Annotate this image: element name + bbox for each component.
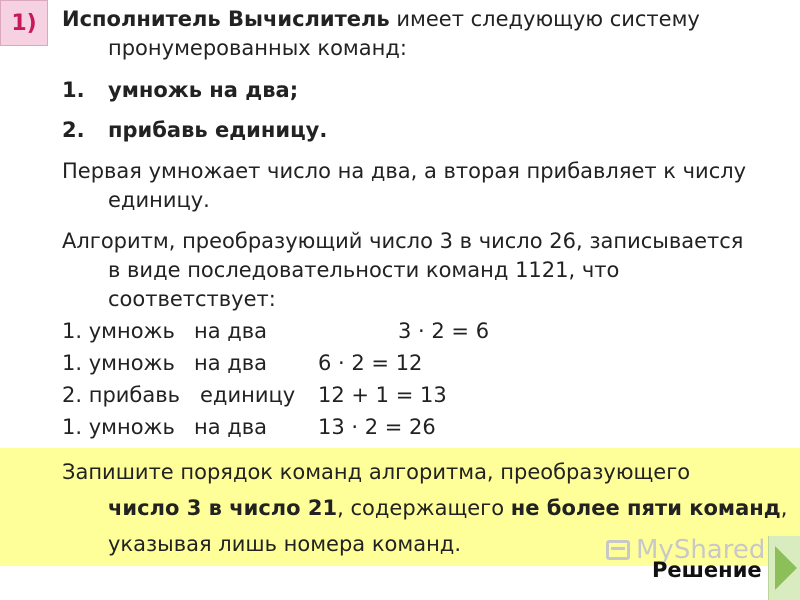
algorithm-line-3: соответствует: (108, 287, 276, 311)
slide-number: 1) (11, 10, 37, 36)
task-line-2 (108, 495, 787, 521)
task-middle: , содержащего (337, 496, 511, 520)
intro-line-1 (62, 6, 700, 32)
algorithm-line-1: Алгоритм, преобразующий число 3 в число 26, записывается (62, 229, 744, 253)
algorithm-line-2: в виде последовательности команд 1121, что (108, 258, 620, 282)
slide-number-badge (0, 0, 48, 46)
next-slide-button[interactable] (768, 536, 800, 600)
command-1-text: умножь на два; (108, 78, 299, 102)
intro-line-2: пронумерованных команд: (108, 36, 407, 60)
arrow-right-icon (769, 536, 800, 600)
task-line-3: указывая лишь номера команд. (108, 532, 462, 556)
executor-name: Исполнитель Вычислитель (62, 7, 390, 31)
command-1-number: 1. (62, 78, 85, 102)
step-2-command: 1. умножь (62, 351, 175, 375)
step-4-argument: на два (194, 415, 268, 439)
command-2-text: прибавь единицу. (108, 118, 328, 142)
task-comma: , (780, 496, 788, 520)
step-3-command: 2. прибавь (62, 383, 180, 407)
description-line-2: единицу. (108, 188, 210, 212)
step-3-argument: единицу (200, 383, 296, 407)
step-2-argument: на два (194, 351, 268, 375)
task-numbers: число 3 в число 21 (108, 496, 338, 520)
watermark-text: MyShared (636, 535, 766, 565)
intro-line-1-rest: имеет следующую систему (389, 7, 700, 31)
step-1-argument: на два (194, 319, 268, 343)
solution-button[interactable]: Решение (652, 558, 762, 582)
step-4-command: 1. умножь (62, 415, 175, 439)
step-1-calculation: 3 · 2 = 6 (398, 319, 490, 343)
command-2-number: 2. (62, 118, 85, 142)
step-3-calculation: 12 + 1 = 13 (318, 383, 447, 407)
description-line-1: Первая умножает число на два, а вторая прибавляет к числу (62, 159, 747, 183)
task-limit: не более пяти команд (510, 496, 781, 520)
myshared-logo-icon (606, 540, 630, 560)
step-2-calculation: 6 · 2 = 12 (318, 351, 423, 375)
step-1-command: 1. умножь (62, 319, 175, 343)
step-4-calculation: 13 · 2 = 26 (318, 415, 436, 439)
task-line-1: Запишите порядок команд алгоритма, преобразующего (62, 460, 691, 484)
